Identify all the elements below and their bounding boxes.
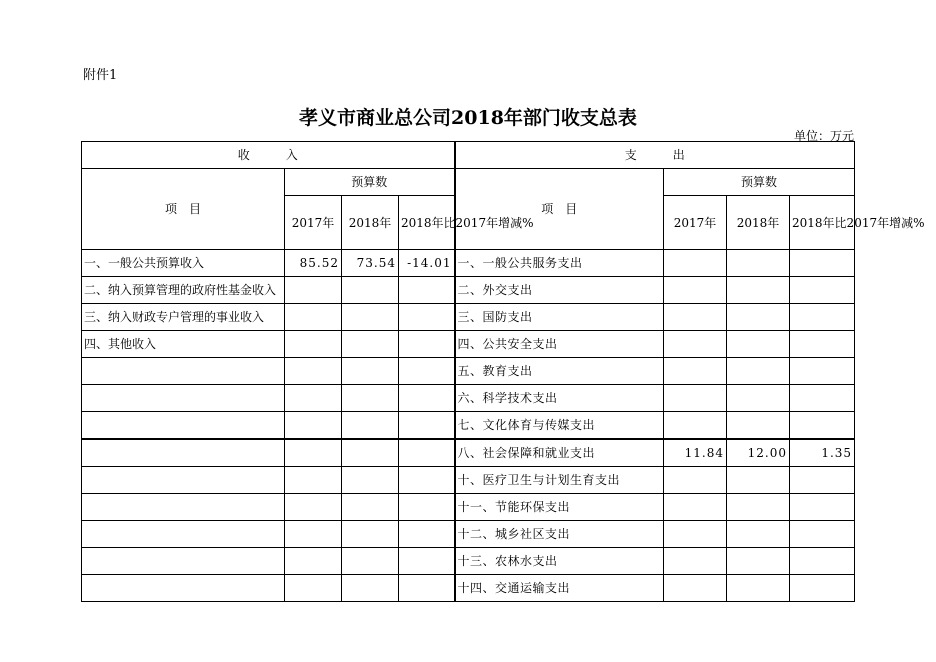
expense-2018-cell: 12.00 [727,439,790,467]
income-2017-cell [285,467,342,494]
expense-2017-header: 2017年 [664,196,727,250]
income-2018-cell [342,331,399,358]
table-row [82,277,855,304]
income-2017-cell [285,277,342,304]
income-2017-cell [285,575,342,602]
income-change-cell [399,548,455,575]
expense-change-cell [790,250,855,277]
expense-change-cell [790,358,855,385]
expense-2018-cell [727,467,790,494]
expense-change-cell [790,494,855,521]
income-budget-header: 预算数 [285,169,455,196]
income-change-cell [399,331,455,358]
income-change-cell [399,385,455,412]
expense-2018-cell [727,548,790,575]
income-item-cell: 四、其他收入 [82,331,285,358]
income-header: 收 入 [82,142,455,169]
expense-change-cell [790,277,855,304]
income-2018-cell [342,575,399,602]
expense-item-cell: 一、一般公共服务支出 [455,250,664,277]
income-2018-cell [342,494,399,521]
table-row [82,575,855,602]
income-2018-cell [342,439,399,467]
expense-2017-cell [664,277,727,304]
income-2017-cell [285,304,342,331]
income-2017-cell [285,521,342,548]
expense-change-cell [790,521,855,548]
expense-2017-cell [664,358,727,385]
expense-item-cell: 三、国防支出 [455,304,664,331]
income-change-cell [399,304,455,331]
expense-change-cell [790,331,855,358]
income-2017-cell [285,494,342,521]
income-2018-cell [342,358,399,385]
income-2017-cell [285,385,342,412]
expense-budget-header: 预算数 [664,169,855,196]
income-2018-cell [342,277,399,304]
expense-2017-cell [664,494,727,521]
expense-2017-cell [664,521,727,548]
income-2017-cell: 85.52 [285,250,342,277]
income-item-cell [82,358,285,385]
table-row [82,439,855,467]
expense-change-cell [790,412,855,440]
expense-2017-cell [664,467,727,494]
expense-2018-cell [727,331,790,358]
income-change-cell [399,358,455,385]
table-row [82,358,855,385]
expense-2018-cell [727,575,790,602]
expense-2018-cell [727,304,790,331]
expense-2017-cell [664,412,727,440]
expense-change-header: 2018年比2017年增减% [790,196,855,250]
income-item-cell [82,521,285,548]
income-2017-cell [285,358,342,385]
expense-change-cell [790,548,855,575]
income-2018-cell [342,412,399,440]
income-2018-cell [342,385,399,412]
expense-2018-cell [727,250,790,277]
table-row [82,494,855,521]
expense-item-header: 项 目 [455,169,664,250]
income-2018-cell [342,521,399,548]
expense-item-cell: 十一、节能环保支出 [455,494,664,521]
income-change-cell [399,494,455,521]
table-row [82,412,855,440]
table-row [82,304,855,331]
income-2018-header: 2018年 [342,196,399,250]
income-item-cell [82,548,285,575]
income-change-cell [399,521,455,548]
income-item-cell [82,467,285,494]
income-item-header: 项 目 [82,169,285,250]
expense-item-cell: 二、外交支出 [455,277,664,304]
expense-2017-cell [664,250,727,277]
income-change-cell [399,277,455,304]
income-2018-cell: 73.54 [342,250,399,277]
expense-item-cell: 十二、城乡社区支出 [455,521,664,548]
attachment-label: 附件1 [83,68,118,83]
expense-2017-cell [664,304,727,331]
income-item-cell [82,412,285,440]
income-item-cell [82,575,285,602]
expense-2017-cell [664,575,727,602]
budget-summary-table [81,141,925,602]
expense-2018-cell [727,358,790,385]
expense-header: 支 出 [455,142,855,169]
income-2018-cell [342,304,399,331]
expense-2018-cell [727,385,790,412]
expense-2018-cell [727,494,790,521]
income-change-cell [399,575,455,602]
income-item-cell [82,439,285,467]
table-row [82,250,855,277]
expense-item-cell: 十三、农林水支出 [455,548,664,575]
income-item-cell [82,385,285,412]
expense-item-cell: 十四、交通运输支出 [455,575,664,602]
income-change-cell [399,439,455,467]
table-row [82,331,855,358]
page-title: 孝义市商业总公司2018年部门收支总表 [299,107,637,129]
expense-item-cell: 四、公共安全支出 [455,331,664,358]
expense-2017-cell: 11.84 [664,439,727,467]
expense-2017-cell [664,331,727,358]
expense-2018-cell [727,521,790,548]
income-item-cell: 一、一般公共预算收入 [82,250,285,277]
table-row [82,385,855,412]
income-2018-cell [342,548,399,575]
expense-item-cell: 八、社会保障和就业支出 [455,439,664,467]
expense-2018-header: 2018年 [727,196,790,250]
expense-change-cell [790,575,855,602]
table-row [82,521,855,548]
expense-item-cell: 七、文化体育与传媒支出 [455,412,664,440]
income-change-cell [399,412,455,440]
income-2017-cell [285,412,342,440]
expense-2018-cell [727,277,790,304]
expense-change-cell [790,385,855,412]
income-item-cell: 三、纳入财政专户管理的事业收入 [82,304,285,331]
expense-change-cell [790,467,855,494]
table-subheader-row [82,169,855,196]
income-item-cell: 二、纳入预算管理的政府性基金收入 [82,277,285,304]
income-2017-header: 2017年 [285,196,342,250]
table-row [82,467,855,494]
income-2017-cell [285,439,342,467]
table-header-row [82,142,855,169]
income-change-header: 2018年比2017年增减% [399,196,455,250]
income-item-cell [82,494,285,521]
income-2017-cell [285,548,342,575]
income-change-cell: -14.01 [399,250,455,277]
income-change-cell [399,467,455,494]
income-2017-cell [285,331,342,358]
unit-label: 单位：万元 [793,129,854,143]
expense-item-cell: 十、医疗卫生与计划生育支出 [455,467,664,494]
table-row [82,548,855,575]
expense-change-cell [790,304,855,331]
expense-item-cell: 六、科学技术支出 [455,385,664,412]
expense-item-cell: 五、教育支出 [455,358,664,385]
expense-2018-cell [727,412,790,440]
expense-change-cell: 1.35 [790,439,855,467]
expense-2017-cell [664,548,727,575]
income-2018-cell [342,467,399,494]
expense-2017-cell [664,385,727,412]
